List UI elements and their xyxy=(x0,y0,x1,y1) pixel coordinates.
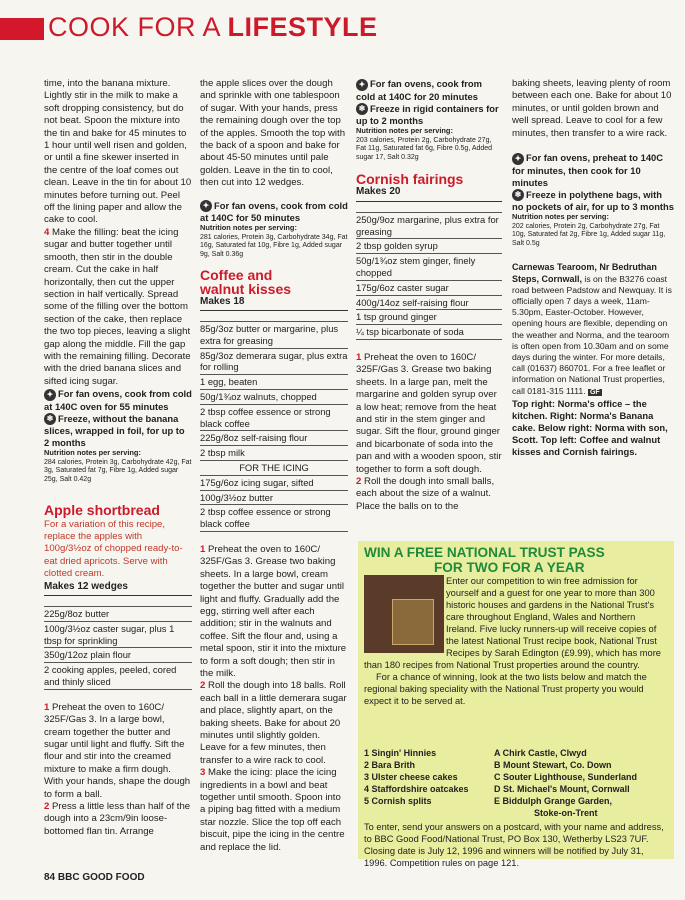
speciality-item: 3 Ulster cheese cakes xyxy=(364,772,458,782)
section-title: COOK FOR A LIFESTYLE xyxy=(48,12,378,42)
ingredient: 85g/3oz butter or margarine, plus extra for greasing xyxy=(200,321,348,349)
competition-answer-lists xyxy=(364,747,670,819)
snowflake-icon: ❄ xyxy=(356,103,368,115)
fan-oven-icon: ✦ xyxy=(44,389,56,401)
speciality-item: 4 Staffordshire oatcakes xyxy=(364,784,469,794)
method-step-3: 3 Make the icing: place the icing ingredients in a bowl and beat together until smooth. Spoon into a piping bag fitted with a medium star nozzle. Slice the top off each biscuit, pipe the icing in the centre and replace the lid. xyxy=(200,767,345,853)
competition-entry-text: To enter, send your answers on a postcard, with your name and address, to BBC Good Food/National Trust, PO Box 130, Wetherby LS23 7UF. Closing date is July 12, 1996 and winners will be notified by July 31, 1996. Competition rules on page 121. xyxy=(364,822,664,868)
page-footer: 84 BBC GOOD FOOD xyxy=(44,872,145,883)
ingredient: 2 tbsp golden syrup xyxy=(356,239,502,254)
recipe-intro: For a variation of this recipe, replace the apples with 100g/3½oz of chopped ready-to-eat dried apricots. Serve with clotted cream. xyxy=(44,518,183,580)
ingredient-list xyxy=(200,321,348,532)
freeze-note: ❄ Freeze in rigid containers for up to 2 months xyxy=(356,102,499,127)
property-item: B Mount Stewart, Co. Down xyxy=(494,760,612,770)
ingredient: 50g/1¾oz walnuts, chopped xyxy=(200,390,348,405)
ingredient: 400g/14oz self-raising flour xyxy=(356,296,502,311)
ingredient-list xyxy=(356,212,502,340)
method-step-4: 4 Make the filling: beat the icing sugar and butter together until smooth, then stir in the double cream. Cut the cake in half horizontally, then cut the upper section in half vertically. Spread some of the filling over the bottom section of the cake, then replace the two top pieces, leaving a slight gap along the middle. Fill the gap with the remaining filling. Decorate with the dried banana slices and sifted icing sugar. xyxy=(44,226,191,387)
ingredient: 225g/8oz butter xyxy=(44,606,192,622)
recipe-title-apple-shortbread: Apple shortbread xyxy=(44,501,160,518)
freeze-note: ❄ Freeze in polythene bags, with no pockets of air, for up to 3 months xyxy=(512,188,674,213)
ingredient: 250g/9oz margarine, plus extra for greasing xyxy=(356,212,502,240)
speciality-item: 2 Bara Brith xyxy=(364,760,416,770)
ingredient: 1 tsp ground ginger xyxy=(356,310,502,325)
recipe-yield: Makes 12 wedges xyxy=(44,581,192,596)
photo-caption: Top right: Norma's office – the kitchen. Right: Norma's Banana cake. Below right: Norma with son, Scott. Top left: Coffee and walnut kisses and Cornish fairings. xyxy=(512,397,668,457)
ingredient: 175g/6oz icing sugar, sifted xyxy=(200,476,348,491)
tearoom-credit: Carnewas Tearoom, Nr Bedruthan Steps, Cornwall, is on the B3276 coast road between Padstow and Newquay. It is officially open 7 days a week, 11am-5.30pm, Easter-October. However, opening hours are flexible, depending on the weather and Norma, and the tearoom is often open from 10.30am and on some days during the winter. For more details, call (01637) 860701. For a free leaflet or information on National Trust properties, call 0181-315 1111. GF xyxy=(512,262,672,396)
body-text: baking sheets, leaving plenty of room between each one. Bake for about 10 minutes, or until golden brown and well spread. Leave to cool for a few minutes, then transfer to a wire rack. xyxy=(512,78,672,139)
column-3 xyxy=(356,78,502,513)
body-text: time, into the banana mixture. Lightly stir in the milk to make a soft dropping consistency, but do not beat. Spoon the mixture into the tin and bake for 45 minutes to 1 hour until well risen and golden, or until a fine skewer inserted in the centre of the loaf comes out clean. Leave in the tin for about 10 minutes before turning out. Peel off the lining paper and allow the cake to cool. xyxy=(44,78,192,226)
property-item: D St. Michael's Mount, Cornwall xyxy=(494,784,630,794)
fan-oven-note: ✦ For fan ovens, cook from cold at 140C oven for 55 minutes xyxy=(44,388,192,412)
header-red-bar xyxy=(0,18,44,40)
ingredient: 2 tbsp coffee essence or strong black coffee xyxy=(200,405,348,432)
column-1 xyxy=(44,78,192,838)
ingredient: 225g/8oz self-raising flour xyxy=(200,431,348,446)
nutrition-notes: Nutrition notes per serving: 203 calories, Protein 2g, Carbohydrate 27g, Fat 11g, Saturated fat 6g, Fibre 0.5g, Added sugar 17, Salt 0.32g xyxy=(356,126,493,161)
column-4 xyxy=(512,78,674,458)
nutrition-notes: Nutrition notes per serving: 281 calories, Protein 3g, Carbohydrate 34g, Fat 16g, Saturated fat 10g, Fibre 1g, Added sugar 9g, Salt 0.36g xyxy=(200,223,348,258)
competition-box xyxy=(358,541,674,868)
competition-text: Enter our competition to win free admission for yourself and a guest for one year to more than 300 historic houses and gardens in the National Trust's care throughout England, Wales and Northern Ireland. Five lucky runners-up will receive copies of the latest National Trust recipe book, National Trust Recipes by Sarah Edington (£9.99), which has more than 180 recipes from National Trust properties around the country. For a chance of winning, look at the two lists below and match the regional baking speciality with the National Trust property you would expect it to be served at. xyxy=(364,576,661,706)
fan-oven-icon: ✦ xyxy=(512,153,524,165)
property-item: C Souter Lighthouse, Sunderland xyxy=(494,772,638,782)
fan-oven-note: ✦ For fan ovens, preheat to 140C for minutes, then cook for 10 minutes xyxy=(512,152,664,188)
freeze-note: ❄ Freeze, without the banana slices, wrapped in foil, for up to 2 months xyxy=(44,412,185,449)
property-item: E Biddulph Grange Garden, xyxy=(494,796,613,806)
ingredient: 100g/3½oz caster sugar, plus 1 tbsp for sprinkling xyxy=(44,622,192,649)
method-step-1: 1 Preheat the oven to 160C/ 325F/Gas 3. In a large bowl, cream together the butter and sugar until light and fluffy. Sift the flour and stir into the creamed mixture to make a firm dough. With your hands, shape the dough to form a ball. xyxy=(44,701,191,800)
ingredient: 100g/3½oz butter xyxy=(200,491,348,506)
ingredient: 85g/3oz demerara sugar, plus extra for rolling xyxy=(200,349,348,376)
method-step-1: 1 Preheat the oven to 160C/ 325F/Gas 3. Grease two baking sheets. In a large pan, melt the margarine and golden syrup over a low heat; remove from the heat and stir in the stem ginger and sugar. Sift the flour, ground ginger and bicarbonate of soda into the pan and with a wooden spoon, stir together to form a soft dough. xyxy=(356,351,502,475)
fan-oven-icon: ✦ xyxy=(356,79,368,91)
ingredient: 50g/1¾oz stem ginger, finely chopped xyxy=(356,254,502,281)
method-step-2: 2 Roll the dough into 18 balls. Roll each ball in a little demerara sugar and place, slightly apart, on the baking sheets. Bake for about 20 minutes until slightly golden. Leave for a few minutes, then transfer to a wire rack to cool. xyxy=(200,680,347,766)
competition-title: WIN A FREE NATIONAL TRUST PASS FOR TWO FOR A YEAR xyxy=(364,545,605,575)
speciality-item: 1 Singin' Hinnies xyxy=(364,748,437,758)
recipe-yield: Makes 20 xyxy=(356,186,502,201)
property-item: A Chirk Castle, Clwyd xyxy=(494,748,587,758)
method-step-2: 2 Press a little less than half of the dough into a 23cm/9in loose-bottomed flan tin. Arrange xyxy=(44,801,191,837)
nutrition-notes: Nutrition notes per serving: 284 calories, Protein 3g, Carbohydrate 42g, Fat 3g, Saturated fat 7g, Fibre 1g, Added sugar 25g, Salt 0.42g xyxy=(44,448,192,483)
method-step-1: 1 Preheat the oven to 160C/ 325F/Gas 3. Grease two baking sheets. In a large bowl, cream together the butter and sugar until light and fluffy. Gradually add the egg, stirring well after each addition; stir in the walnuts and coffee. Sift the flour and, using a metal spoon, stir it into the mixture to form a soft dough; then stir in the milk. xyxy=(200,543,347,679)
property-item: Stoke-on-Trent xyxy=(534,808,598,818)
ingredient: ¼ tsp bicarbonate of soda xyxy=(356,325,502,340)
fan-oven-icon: ✦ xyxy=(200,200,212,212)
ingredient: 2 tbsp coffee essence or strong black coffee xyxy=(200,505,348,532)
ingredient: 2 cooking apples, peeled, cored and thinly sliced xyxy=(44,663,192,690)
ingredient: 175g/6oz caster sugar xyxy=(356,281,502,296)
body-text: the apple slices over the dough and sprinkle with one tablespoon of sugar. With your hands, press the remaining dough over the top of the apples. Smooth the top with the back of a spoon and bake for about 45-50 minutes until pale golden. Leave in the tin to cool, then cut into 12 wedges. xyxy=(200,78,346,189)
fan-oven-note: ✦ For fan ovens, cook from cold at 140C for 50 minutes xyxy=(200,199,348,224)
end-badge: GF xyxy=(589,388,600,396)
ingredient: 350g/12oz plain flour xyxy=(44,648,192,663)
icing-heading: FOR THE ICING xyxy=(200,461,348,476)
fan-oven-note: ✦ For fan ovens, cook from cold at 140C for 20 minutes xyxy=(356,78,482,102)
recipe-yield: Makes 18 xyxy=(200,296,348,311)
speciality-item: 5 Cornish splits xyxy=(364,796,432,806)
nutrition-notes: Nutrition notes per serving: 202 calories, Protein 2g, Carbohydrate 27g, Fat 10g, Saturated fat 2g, Fibre 1g, Added sugar 11g, Salt 0.5g xyxy=(512,212,666,247)
page-header xyxy=(0,8,685,48)
snowflake-icon: ❄ xyxy=(44,413,56,425)
column-2 xyxy=(200,78,348,854)
recipe-title-coffee-walnut: Coffee and walnut kisses xyxy=(200,266,292,297)
snowflake-icon: ❄ xyxy=(512,189,524,201)
method-step-2: 2 Roll the dough into small balls, each about the size of a walnut. Place the balls on to the xyxy=(356,476,495,512)
ingredient: 1 egg, beaten xyxy=(200,375,348,390)
ingredient-list xyxy=(44,606,192,690)
recipe-title-cornish-fairings: Cornish fairings xyxy=(356,171,464,188)
ingredient: 2 tbsp milk xyxy=(200,446,348,461)
